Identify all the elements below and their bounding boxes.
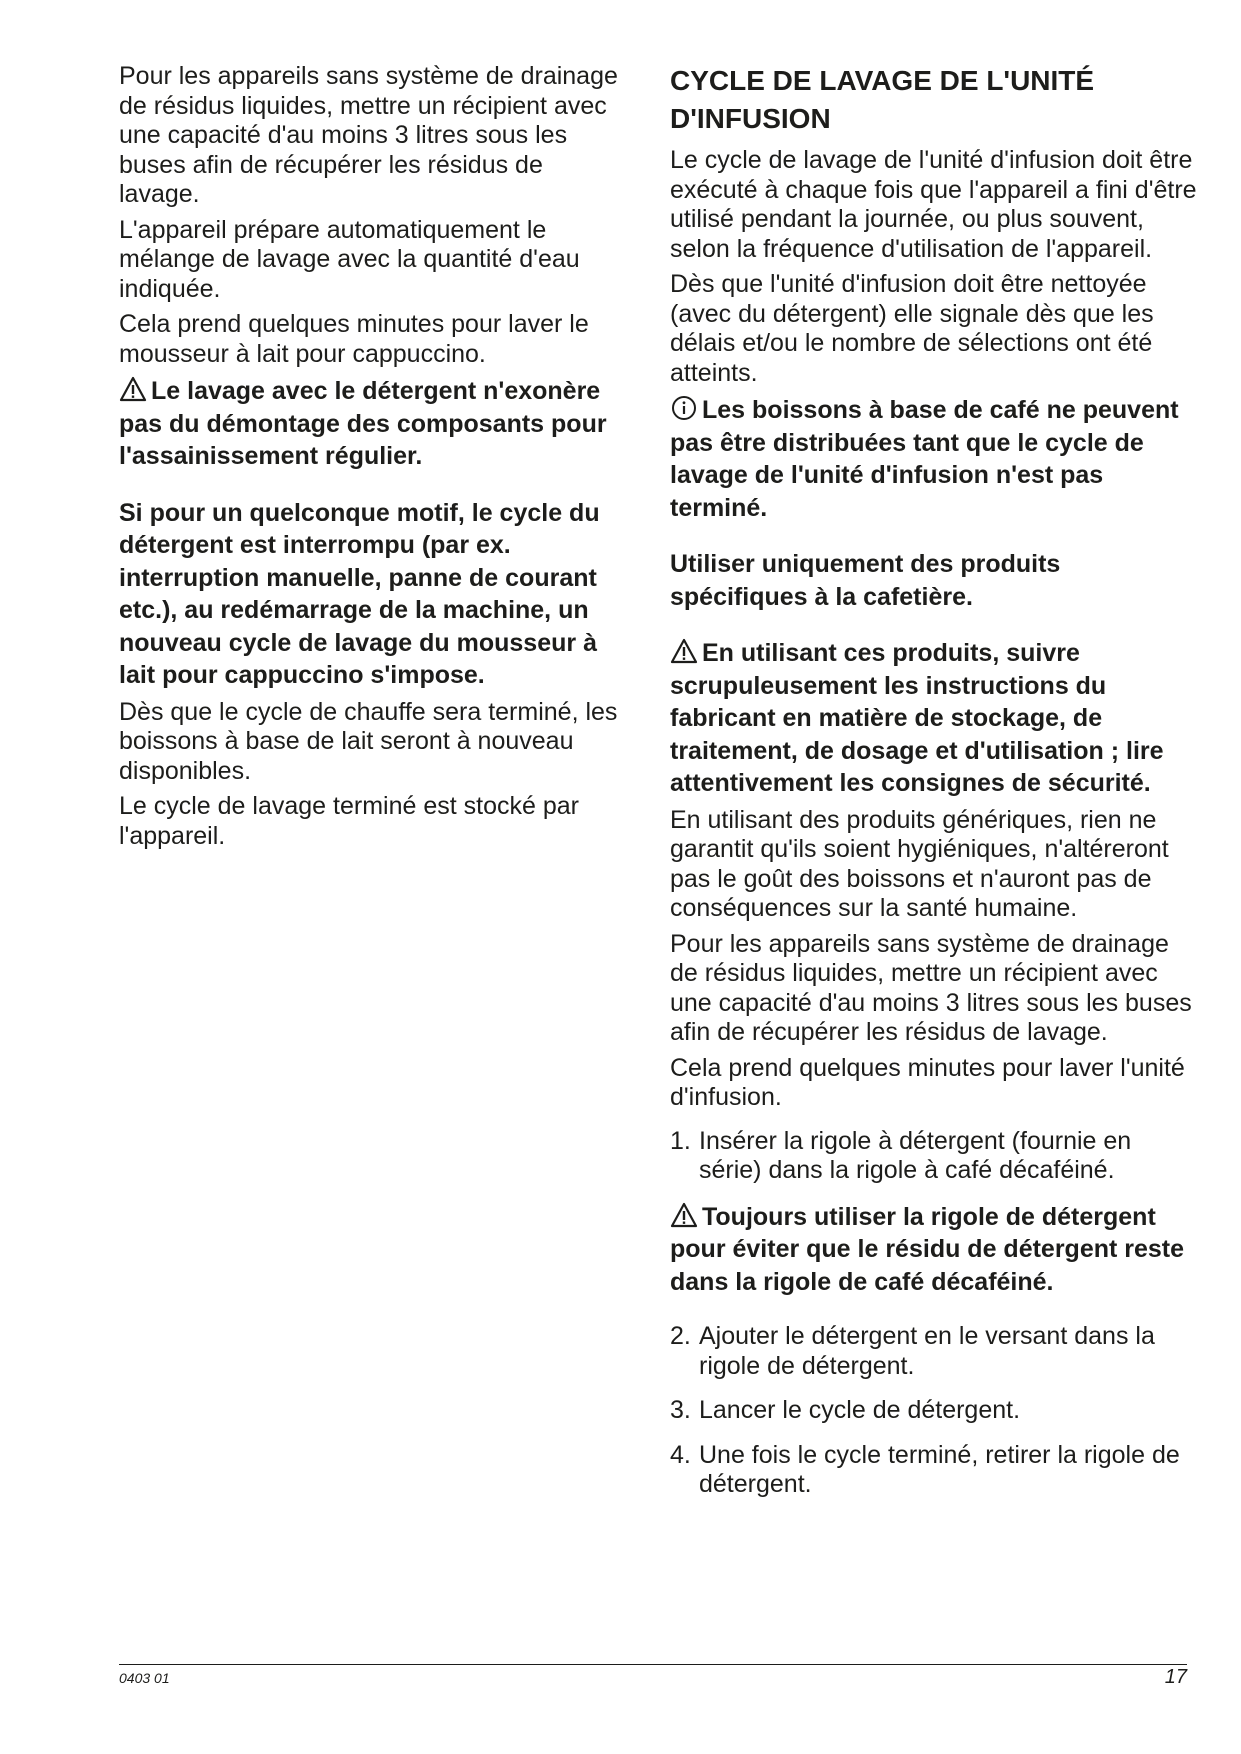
paragraph-frother-duration: Cela prend quelques minutes pour laver le mousseur à lait pour cappuccino. (119, 310, 589, 368)
warning-triangle-icon (670, 638, 698, 664)
paragraph-cleaning-signal: Dès que l'unité d'infusion doit être nettoyée (avec du détergent) elle signale dès que les délais et/ou le nombre de sélections ont été atteints. (670, 270, 1154, 387)
step-number: 3. (670, 1396, 691, 1424)
section-heading: CYCLE DE LAVAGE DE L'UNITÉ D'INFUSION (670, 65, 1095, 134)
steps-list-first (670, 1127, 1200, 1186)
paragraph-infusion-duration: Cela prend quelques minutes pour laver l'unité d'infusion. (670, 1053, 1185, 1111)
footer-divider (119, 1664, 1187, 1665)
step-text: Insérer la rigole à détergent (fournie en série) dans la rigole à café décaféiné. (699, 1126, 1132, 1184)
warning-manufacturer-instructions-text: En utilisant ces produits, suivre scrupuleusement les instructions du fabricant en matière de stockage, de traitement, de dosage et d'utilisation ; lire attentivement les consignes de sécurité. (670, 639, 1164, 797)
list-item (670, 1441, 1200, 1500)
warning-detergent-channel-text: Toujours utiliser la rigole de détergent pour éviter que le résidu de détergent reste dans la rigole de café décaféiné. (670, 1202, 1185, 1296)
page-number: 17 (1164, 1666, 1187, 1688)
step-text: Une fois le cycle terminé, retirer la rigole de détergent. (699, 1440, 1180, 1498)
document-code: 0403 01 (119, 1670, 170, 1686)
warning-disassembly (119, 375, 629, 473)
info-coffee-unavailable-text: Les boissons à base de café ne peuvent pas être distribuées tant que le cycle de lavage de l'unité d'infusion n'est pas terminé. (670, 396, 1179, 522)
paragraph-generic-products: En utilisant des produits génériques, rien ne garantit qu'ils soient hygiéniques, n'altéreront pas le goût des boissons et n'auront pas de conséquences sur la santé humaine. (670, 805, 1169, 922)
warning-triangle-icon (119, 376, 147, 402)
warning-manufacturer-instructions (670, 637, 1200, 800)
info-coffee-unavailable (670, 394, 1200, 524)
left-column (119, 62, 629, 857)
step-number: 2. (670, 1322, 691, 1350)
warning-detergent-channel (670, 1201, 1200, 1299)
steps-list-second (670, 1322, 1200, 1500)
step-number: 4. (670, 1440, 691, 1469)
step-number: 1. (670, 1126, 691, 1155)
paragraph-cycle-stored: Le cycle de lavage terminé est stocké par l'appareil. (119, 792, 579, 850)
paragraph-drainage-note-right: Pour les appareils sans système de drainage de résidus liquides, mettre un récipient avec une capacité d'au moins 3 litres sous les buses afin de récupérer les résidus de lavage. (670, 929, 1192, 1046)
right-column (670, 62, 1200, 1515)
step-text: Ajouter le détergent en le versant dans la rigole de détergent. (699, 1322, 1155, 1380)
paragraph-auto-mix: L'appareil prépare automatiquement le mélange de lavage avec la quantité d'eau indiquée. (119, 215, 580, 303)
paragraph-drainage-note: Pour les appareils sans système de drainage de résidus liquides, mettre un récipient avec une capacité d'au moins 3 litres sous les buses afin de récupérer les résidus de lavage. (119, 62, 618, 208)
info-circle-icon (670, 395, 698, 421)
warning-disassembly-text: Le lavage avec le détergent n'exonère pas du démontage des composants pour l'assainissement régulier. (119, 377, 607, 470)
paragraph-specific-products: Utiliser uniquement des produits spécifiques à la cafetière. (670, 550, 1061, 611)
paragraph-interrupted-cycle: Si pour un quelconque motif, le cycle du détergent est interrompu (par ex. interruption manuelle, panne de courant etc.), au redémarrage de la machine, un nouveau cycle de lavage du mousseur à lait pour cappuccino s'impose. (119, 498, 600, 689)
list-item (670, 1127, 1200, 1186)
step-text: Lancer le cycle de détergent. (699, 1396, 1021, 1424)
list-item (670, 1396, 1200, 1426)
list-item (670, 1322, 1200, 1381)
paragraph-cycle-frequency: Le cycle de lavage de l'unité d'infusion doit être exécuté à chaque fois que l'appareil a fini d'être utilisé pendant la journée, ou plus souvent, selon la fréquence d'utilisation de l'appareil. (670, 146, 1197, 263)
warning-triangle-icon (670, 1202, 698, 1228)
paragraph-milk-drinks-available: Dès que le cycle de chauffe sera terminé, les boissons à base de lait seront à nouveau disponibles. (119, 697, 618, 785)
